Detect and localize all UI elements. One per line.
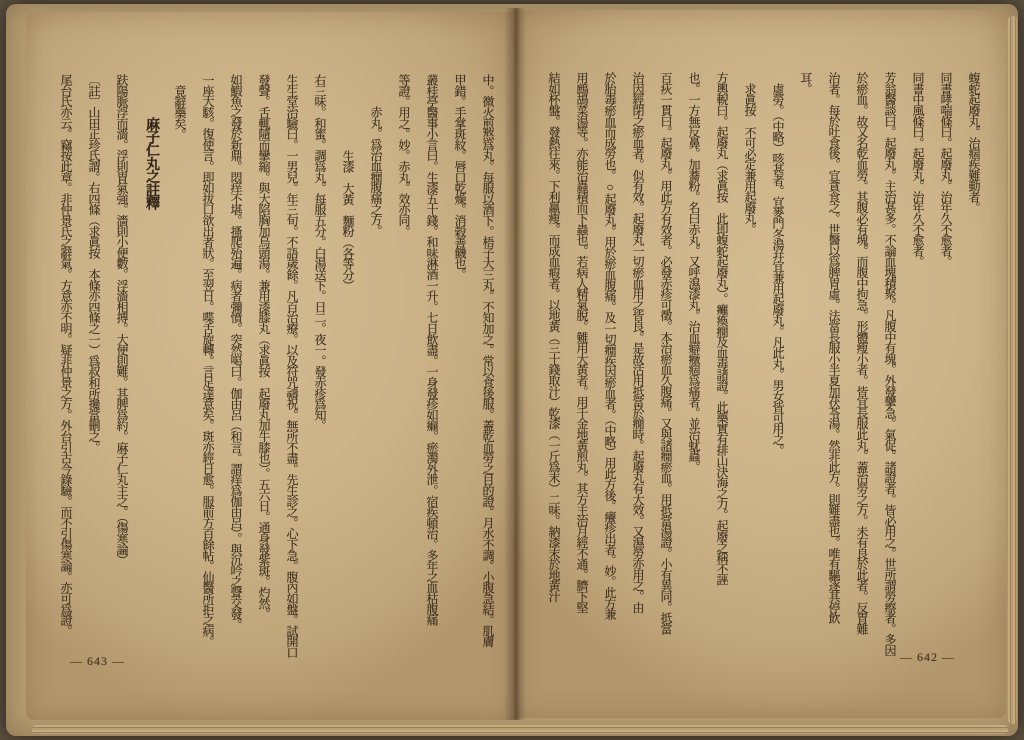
text-column: 於瘀血。故又名乾血勞。其腹必有塊。而腹中拘急。形體瘦小者。皆宜長服此丸。蓋治勞之方。未有良於此者。反胃難 — [855, 72, 869, 634]
text-column: 同書哮喘條曰。起廢丸。治年久不愈者。 — [939, 72, 953, 267]
page-number-right: — 642 — — [900, 650, 955, 664]
text-column: 生漆 大黃 麵粉（各等分） — [341, 149, 355, 290]
text-column: 赤丸。爲治血癇腹痛之方。 — [369, 106, 383, 236]
text-column: 蝮蛇起廢丸。治痼疾難動者。 — [967, 72, 981, 213]
section-heading: 麻子仁丸之註釋 — [144, 117, 159, 210]
page-right-text — [532, 72, 988, 664]
text-column: 求眞按 不可必定兼用起廢丸。 — [743, 82, 757, 234]
text-column: 結如杯盤。發熱往來。下利羸瘦。而成血瘕者。以地黃（三十錢取汁）乾漆（一斤爲末）二味。納漆末於地黃汁 — [547, 72, 561, 602]
text-column: 發聲。舌輒隨而攣縮。與大陷胸加烏頭湯。兼用漆膝丸（求眞按 起廢丸加牛膝也）。五六日。通身發紫斑。灼然。 — [257, 74, 271, 619]
text-column: 治者。每於吐食後。宜貪食之。世醫以爲脾胃虛。法當長服小半夏加茯苓湯。然非此方。則難盡也。唯有驅逐其停飲 — [827, 72, 841, 623]
text-column: 治因經閉之瘀血者。似有效。起廢丸一切瘀血用之皆良。是故活用抵當於癇時。起廢丸有大效。又濕勞亦用之。由 — [631, 72, 645, 613]
book-spread — [6, 4, 1018, 736]
text-column: 百疢一貫曰。起廢丸。用此方有效者。必發赤疹可徵。本治瘀血久腹痛。又與諸癇瘀血。用抵當湯證。小有異同。抵當 — [659, 72, 673, 634]
text-column: 芳翁醫談曰。起廢丸。主治甚多。不論血塊積聚。凡腹中有塊。外發攣急。氣促。諸證者。皆必用之。世所謂勞瘵者。多因 — [883, 72, 897, 656]
text-column: 右三味。和蜜。調爲丸。每服五分。白湯送下。日二。夜一。發赤疹爲知。 — [313, 74, 327, 431]
text-column: 等證。用之。妙。赤丸。效亦同。 — [397, 74, 411, 237]
text-column: 於胎毒瘀血而成勞也。○起廢丸。用於瘀血腹痛。及一切癇疾因瘀血者。（中略）用此方後。癢疹出者。妙。此方兼 — [603, 72, 617, 619]
page-left — [26, 12, 514, 720]
text-column: 生生堂治驗曰。一男兒。年三旬。不語歲餘。凡百治療。以及符咒禱祝。無所不盡。先生診之。心下急。腹內如盤。試開口 — [285, 74, 299, 658]
text-column: 如鰕魚之發於新鼎。悶痒不堪。搔爬殆遍。病者彌憤。突然喝曰。伽由呂（和言。謂痒爲伽由呂）。與沉吟之聲交發。 — [229, 74, 243, 630]
page-left-text — [46, 74, 502, 666]
text-column: 趺陽脈浮而濇。浮則胃氣強。濇則小便數。浮濇相搏。大便則難。其脾爲約。麻子仁丸主之。（傷寒論） — [115, 74, 129, 565]
text-column: 方輿輗曰。起廢丸（求眞按 此即蝮蛇起廢丸）。癱瘓癇及血毒諸證。此藥實有排山決海之力。起廢之稱不誣 — [715, 72, 729, 585]
text-column: 耳。 — [799, 72, 813, 94]
text-column: 甲錯。手掌斑紋。唇口乾燥。消穀善饑也。 — [453, 74, 467, 280]
page-stack-edge-bottom — [32, 725, 1008, 734]
text-column: 同書中風條曰。起廢丸。治年久不愈者。 — [911, 72, 925, 267]
text-column: 一座大駭。復使言。即如拔口欲出者狀。至翌日。喋舌旋轉。言足達意矣。斑亦經日愈。服前方百餘帖。仙醫所拒之病。 — [201, 74, 215, 647]
text-column: 中。微火煎熬爲丸。每服以酒下。梧子大三丸。不知加之。常以食後服。蓋乾血勞之目的證。月水不調。小腹急結。肌膚 — [481, 74, 495, 647]
text-column: 竟辭藥矣。 — [173, 84, 187, 139]
text-column: 用鷓鴣菜湯等。亦能治蟲積而下蟲也。若病人精氣脫。難用大黃者。用千金地黃煎丸。其方主治月經不通。臍下堅 — [575, 72, 589, 613]
text-column: 也。一方無反鼻。加蕎粉。名曰赤丸。又呼濕漆丸。治血癖癥痼爲痛者。並治蚘蟲。 — [687, 72, 701, 472]
text-column: 叢桂亭醫事小言曰。生漆五十錢。和味淋酒一升。七日飲盡。一身發疹如癩。瘀濁外泄。宿疾頓治。多年之血枯腹痛 — [425, 74, 439, 625]
page-number-left: — 643 — — [70, 654, 125, 668]
text-column: 〔註〕山田正珍氏謂。右四條（求眞按 本條亦四條之一）爲叔和所攙當刪之。 — [87, 74, 101, 453]
page-stack-edge-right — [1008, 16, 1017, 724]
book-gutter — [504, 8, 526, 720]
page-right — [514, 10, 1006, 718]
text-column: 尾台氏亦云。竊按此章。非仲景氏之辭氣。方意亦不明。疑非仲景之方。外台引古今錄驗。而不引傷寒論。亦可爲證。 — [59, 74, 73, 636]
text-column: 虛勞。（中略）咳甚者。宜麥門冬湯幷宜兼用起廢丸。凡此丸。男女皆可用之。 — [771, 82, 785, 455]
